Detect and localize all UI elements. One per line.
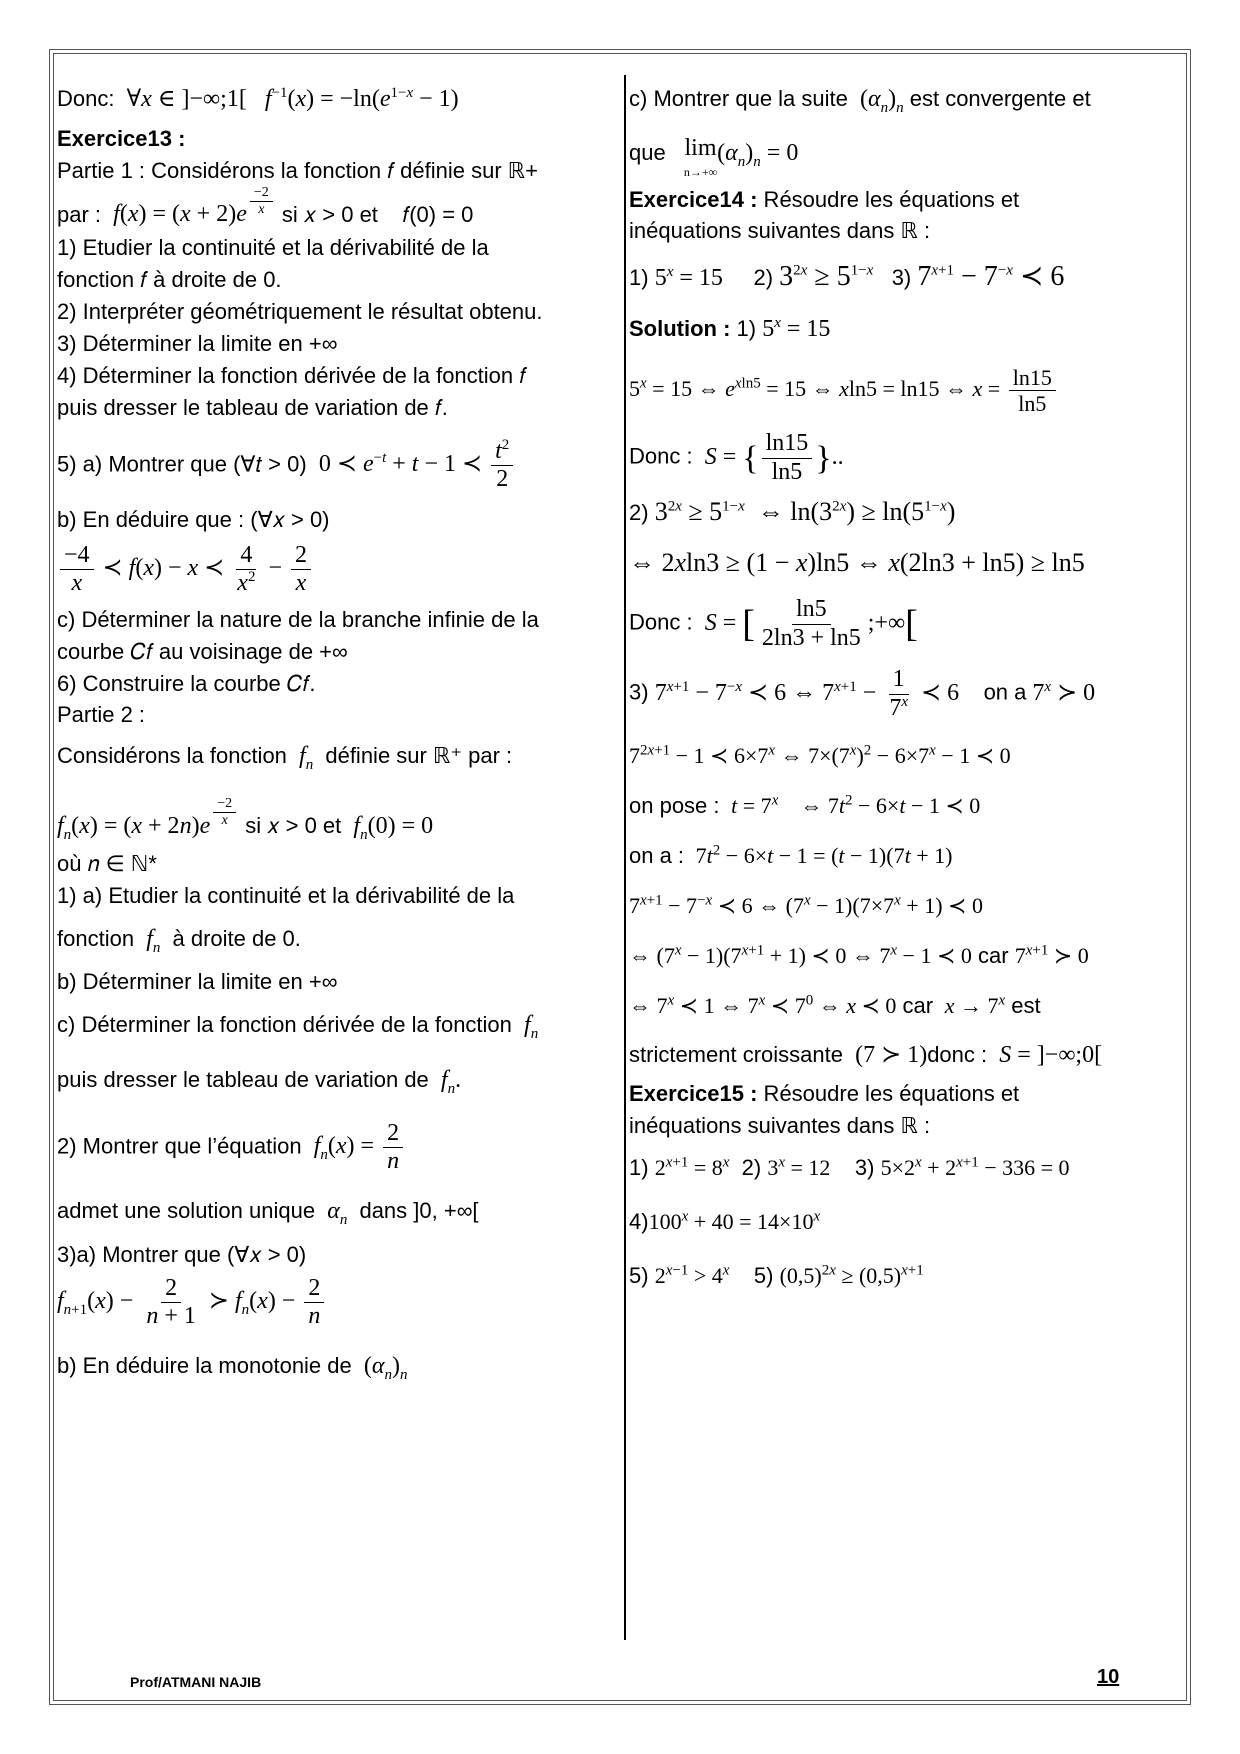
limit-line xyxy=(629,131,1189,178)
p2-q3a-formula: $f_{n+1}(x)$ − $\frac{2}{n + 1}$ ≻ $f_n(x)$ − $\frac{2}{n}$ xyxy=(57,1275,617,1331)
solution3-line7: ⇔ 7$^x$ ≺ 1 ⇔ 7$^x$ ≺ $7^0$ ⇔ x ≺ 0 car $x \to 7^x$ est xyxy=(629,992,1041,1018)
solution3-line5: $7^{x+1} - 7^{-x}$ ≺ 6 ⇔ $(7^x - 1)(7\times 7^x + 1)$ ≺ 0 xyxy=(629,892,983,918)
inverse-formula: ∀x ∈ ]−∞;1[ $f^{-1}(x) = -\ln(e^{1-x} - 1)$ xyxy=(120,85,459,112)
solution3-line1: 3) $7^{x+1} - 7^{-x}$ ≺ 6 ⇔ $7^{x+1}$ − $\frac{1}{7^x}$ ≺ 6 on a 7$^x$ ≻ 0 xyxy=(629,666,1096,721)
q3-text: 3) Déterminer la limite en +∞ xyxy=(57,330,338,356)
q1-text: 1) Etudier la continuité et la dérivabilité de la xyxy=(57,235,489,261)
fn-condition: si 𝑥 > 0 et xyxy=(245,812,342,838)
alpha-n-symbol: $\alpha_n$ xyxy=(327,1198,348,1228)
on-a-label: on a xyxy=(983,679,1027,705)
exercise15-eq-4: $4)100^x + 40 = 14\times 10^x$ xyxy=(629,1208,821,1235)
est-label: est xyxy=(1011,992,1041,1018)
exercise15-instruction-cont: inéquations suivantes dans ℝ : xyxy=(629,1113,931,1139)
p2-q1a-text: 1) a) Etudier la continuité et la dérivabilité de la xyxy=(57,882,515,908)
q5b-formula: $\frac{-4}{x}$ ≺ f(x) − x ≺ $\frac{4}{x^2}$ − $\frac{2}{x}$ xyxy=(57,542,617,598)
fn-domain-text: définie sur ℝ⁺ par : xyxy=(325,743,513,769)
column-divider xyxy=(624,75,626,1640)
alpha-sequence-2: $(\alpha_n)_n$ xyxy=(854,86,904,116)
exercise13-title: Exercice13 : xyxy=(57,125,186,151)
q4-text-cont: puis dresser le tableau de variation de 𝑓. xyxy=(57,394,448,420)
p2-q3a-text: 3)a) Montrer que (∀𝑥 > 0) xyxy=(57,1241,307,1267)
solution1-set: S = { $\frac{\ln 15}{\ln 5}$ }.. xyxy=(704,430,844,485)
exercise14-equations: 1) $5^x = 15$ 2) $3^{2x} \ge 5^{1-x}$ 3) $7^{x+1} - 7^{-x}$ ≺ 6 xyxy=(629,261,1065,293)
q5a-line xyxy=(57,438,617,494)
alpha-sequence: $(\alpha_n)_n$ xyxy=(357,1352,408,1383)
q2-text: 2) Interpréter géométriquement le résultat obtenu. xyxy=(57,298,543,324)
q5a-formula: 0 ≺ $e^{-t} + t - 1$ ≺ $\frac{t^2}{2}$ xyxy=(313,451,516,477)
solution-line: Solution : 1) $5^x = 15$ xyxy=(629,314,831,342)
convergent-text: est convergente et xyxy=(909,86,1091,111)
unique-solution-text: admet une solution unique xyxy=(57,1198,316,1224)
solution2-line2: ⇔ 2xln3 ≥ (1 − x)ln5 ⇔ x(2ln3 + ln5) ≥ ln5 xyxy=(629,548,1085,578)
p2-q2-line xyxy=(57,1120,617,1176)
p2-q3c-line xyxy=(629,82,1189,117)
p2-q3c-text: c) Montrer que la suite xyxy=(629,86,848,111)
q5c-text-cont: courbe 𝐶𝑓 au voisinage de +∞ xyxy=(57,638,348,664)
exercise15-instruction: Résoudre les équations et xyxy=(757,1081,1020,1107)
fn-symbol-2: $f_n$ xyxy=(146,925,161,956)
f-zero-value: 𝑓(0) = 0 xyxy=(402,201,474,227)
exercise14-instruction: Résoudre les équations et xyxy=(757,186,1020,212)
exercise15-eq-1-3: 1) $2^{x+1} = 8^x$ 2) $3^x = 12$ 3) $5\times 2^x + 2^{x+1} - 336 = 0$ xyxy=(629,1154,1070,1181)
p2-q1b-text: b) Déterminer la limite en +∞ xyxy=(57,969,338,995)
solution2-set: S = [ $\frac{\ln 5}{2\ln 3 + \ln 5}$ ;+∞[ xyxy=(704,595,918,651)
page-number: 10 xyxy=(1097,1666,1120,1688)
partie2-title: Partie 2 : xyxy=(57,702,146,728)
left-column xyxy=(57,82,617,1384)
exercise15-line xyxy=(629,1078,1189,1110)
solution3-line6: ⇔ $(7^x - 1)(7^{x+1} + 1)$ ≺ 0 ⇔ $7^x - 1$ ≺ 0 car $7^{x+1}$ ≻ 0 xyxy=(629,942,1089,968)
fn-zero-value: $f_n(0) = 0$ xyxy=(353,812,434,843)
on-pose-label: on pose : xyxy=(629,793,720,819)
solution1-set-line xyxy=(629,430,1189,486)
right-column xyxy=(629,82,1189,1292)
solution3-set-line: strictement croissante (7 ≻ 1)donc : S = ]−∞;0[ xyxy=(629,1041,1103,1068)
exercise14-title: Exercice14 : xyxy=(629,186,758,212)
condition-x-positive: si 𝑥 > 0 et xyxy=(281,201,378,227)
q6-text: 6) Construire la courbe 𝐶𝑓. xyxy=(57,670,316,696)
solution3-line4: on a : $7t^2 - 6\times t - 1 = (t - 1)(7t + 1)$ xyxy=(629,842,953,869)
q5b-text: b) En déduire que : (∀𝑥 > 0) xyxy=(57,506,330,532)
p2-q1c-text: c) Déterminer la fonction dérivée de la fonction xyxy=(57,1012,512,1038)
solution-title: Solution : xyxy=(629,315,731,341)
n-domain-text: où 𝑛 ∈ ℕ* xyxy=(57,850,157,876)
fn-definition-formula: $f_n(x) = (x + 2n)e$ $^{\frac{-2}{x}}$ xyxy=(57,813,239,839)
limit-formula: lim n→+∞ $(\alpha_n)_n = 0$ xyxy=(683,134,799,179)
solution3-line3: on pose : $t = 7^x$ ⇔ $7t^2 - 6\times t - 1$ ≺ 0 xyxy=(629,792,981,819)
fn-definition-line xyxy=(57,796,617,844)
p2-q1c-line xyxy=(57,1008,617,1043)
car-label-1: car xyxy=(978,942,1009,968)
donc-label-3: donc : xyxy=(927,1041,988,1067)
p2-q3b-text: b) En déduire la monotonie de xyxy=(57,1352,352,1378)
donc-label-2: Donc : xyxy=(629,609,693,635)
q5a-text: 5) a) Montrer que (∀𝑡 > 0) xyxy=(57,451,307,477)
donc-label-1: Donc : xyxy=(629,443,693,469)
fn-intro-line xyxy=(57,739,617,774)
donc-label: Donc: xyxy=(57,86,115,111)
fn-symbol-4: $f_n$. xyxy=(440,1067,462,1097)
droite-de-zero-text: à droite de 0. xyxy=(172,925,301,951)
f-definition-formula: f(x) = (x + 2)e $^{\frac{-2}{x}}$ xyxy=(107,201,276,227)
solution2-set-line xyxy=(629,596,1189,652)
partie1-text: Partie 1 : Considérons la fonction 𝑓 définie sur ℝ+ xyxy=(57,157,539,183)
q1-text-cont: fonction 𝑓 à droite de 0. xyxy=(57,267,282,293)
p2-q2-cont-line xyxy=(57,1194,617,1229)
p2-q1c-cont-line xyxy=(57,1063,617,1098)
exercise14-instruction-cont: inéquations suivantes dans ℝ : xyxy=(629,218,931,244)
p2-q2-text: 2) Montrer que l’équation xyxy=(57,1133,302,1159)
fn-symbol: $f_n$ xyxy=(299,743,314,774)
exercise14-line xyxy=(629,184,1189,216)
p2-q3b-line xyxy=(57,1349,617,1384)
q5c-text: c) Déterminer la nature de la branche infinie de la xyxy=(57,606,539,632)
fonction-label: fonction xyxy=(57,925,135,951)
exercise15-title: Exercice15 : xyxy=(629,1081,758,1107)
solution3-line2: $7^{2x+1} - 1$ ≺ $6\times 7^x$ ⇔ $7\times(7^x)^2 - 6\times 7^x - 1$ ≺ 0 xyxy=(629,742,1011,769)
solution1-formula: $5^x = 15$ ⇔ $e^{xln5} = 15$ ⇔ xln5 = ln15 ⇔ x = $\frac{\ln 15}{\ln 5}$ xyxy=(629,365,1189,417)
fn-symbol-3: $f_n$ xyxy=(524,1012,539,1043)
fn-intro-text: Considérons la fonction xyxy=(57,743,287,769)
fn-equation: $f_n(x)$ = $\frac{2}{n}$ xyxy=(308,1133,406,1159)
q4-text: 4) Déterminer la fonction dérivée de la fonction 𝑓 xyxy=(57,362,527,388)
strictement-croissante-text: strictement croissante xyxy=(629,1041,843,1067)
exercise15-eq-5: 5) $2^{x-1} > 4^x$ 5) $(0,5)^{2x} \ge (0,5)^{x+1}$ xyxy=(629,1262,924,1288)
car-label-2: car xyxy=(902,992,934,1018)
solution2-line1: 2) $3^{2x} \ge 5^{1-x}$ ⇔ $\ln(3^{2x}) \ge \ln(5^{1-x})$ xyxy=(629,496,956,526)
interval-text: dans ]0, +∞[ xyxy=(359,1198,479,1224)
p2-q1c-cont-text: puis dresser le tableau de variation de xyxy=(57,1067,429,1093)
par-label: par : xyxy=(57,201,102,227)
f-definition-line xyxy=(57,184,617,233)
donc-inverse-line xyxy=(57,82,617,117)
que-label: que xyxy=(629,139,666,165)
p2-q1a-cont-line xyxy=(57,922,617,957)
on-a-label-2: on a : xyxy=(629,843,685,869)
footer-author: Prof/ATMANI NAJIB xyxy=(130,1674,262,1690)
